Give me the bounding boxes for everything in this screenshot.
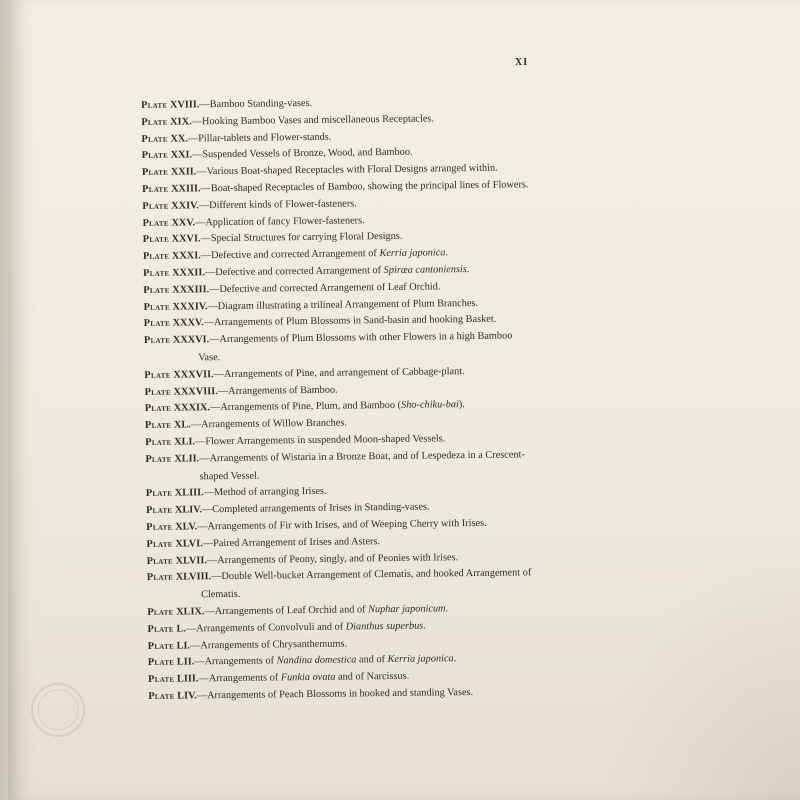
plate-number: XLVIII. — [175, 571, 212, 583]
plate-entry — [147, 565, 597, 605]
plate-label: Plate — [148, 690, 175, 702]
plate-list — [141, 93, 598, 706]
plate-description: —Method of arranging Irises. — [203, 486, 327, 499]
plate-description: —Suspended Vessels of Bronze, Wood, and Bamboo. — [192, 147, 413, 161]
library-stamp-icon — [28, 680, 88, 740]
plate-description: —Pillar-tablets and Flower-stands. — [187, 131, 332, 145]
plate-label: Plate — [145, 487, 173, 500]
plate-description: —Arrangements of Chrysanthemums. — [189, 638, 348, 651]
plate-label: Plate — [147, 640, 175, 652]
plate-number: LII. — [176, 656, 195, 668]
plate-label: Plate — [143, 267, 170, 279]
plate-description-tail: . — [453, 653, 457, 665]
plate-number: XLI. — [174, 436, 196, 448]
plate-number: LI. — [176, 639, 191, 652]
plate-label: Plate — [147, 606, 174, 618]
plate-number: XXXVIII. — [173, 385, 218, 398]
plate-description: —Arrangements of — [198, 672, 281, 685]
plate-label: Plate — [147, 623, 174, 635]
plate-description: —Application of fancy Flower-fasteners. — [194, 214, 365, 228]
plate-description: —Defective and corrected Arrangement of — [200, 248, 380, 262]
plate-label: Plate — [143, 318, 171, 330]
plate-number: XL. — [173, 419, 191, 431]
plate-label: Plate — [145, 504, 173, 517]
plate-number: XXXV. — [172, 317, 204, 329]
plate-label: Plate — [146, 571, 174, 584]
plate-label: Plate — [142, 217, 169, 229]
plate-label: Plate — [143, 301, 170, 313]
plate-number: XXXII. — [171, 267, 206, 279]
plate-label: Plate — [144, 419, 172, 432]
plate-description: —Arrangements of Peony, singly, and of Peonies with Irises. — [206, 551, 459, 566]
plate-species-name: Kerria japonica — [387, 653, 454, 666]
plate-label: Plate — [142, 234, 170, 246]
plate-description: —Arrangements of Bamboo. — [217, 384, 338, 397]
plate-description: —Paired Arrangement of Irises and Asters. — [202, 535, 381, 549]
plate-description: —Arrangements of Plum Blossoms with other Flowers in a high Bamboo — [209, 330, 513, 346]
page-number: XI — [515, 57, 529, 68]
plate-label: Plate — [147, 656, 175, 669]
plate-description: —Various Boat-shaped Receptacles with Floral Designs arranged within. — [196, 162, 498, 178]
plate-number: XXXVI. — [172, 334, 210, 346]
plate-species-name: Nandina domestica — [276, 654, 357, 667]
plate-label: Plate — [146, 555, 174, 567]
plate-description: —Arrangements of Fir with Irises, and of Weeping Cherry with Irises. — [197, 517, 487, 533]
plate-label: Plate — [146, 521, 173, 533]
plate-number: XLV. — [175, 521, 198, 533]
plate-species-name: Spiræa cantoniensis — [383, 264, 467, 277]
plate-number: LIII. — [176, 673, 199, 685]
plate-description: —Boat-shaped Receptacles of Bamboo, showing the principal lines of Flowers. — [200, 179, 529, 195]
plate-number: XLIII. — [174, 487, 204, 499]
plate-description: —Double Well-bucket Arrangement of Clematis, and hooked Arrangement of — [211, 567, 532, 583]
plate-label: Plate — [142, 183, 169, 195]
plate-description: —Arrangements of Pine, Plum, and Bamboo ( — [209, 400, 402, 414]
plate-number: XXI. — [170, 149, 193, 162]
plate-description: —Arrangements of Convolvuli and of — [185, 621, 346, 635]
plate-number: XXIII. — [170, 183, 201, 195]
plate-description-tail: ). — [458, 399, 465, 411]
plate-description: —Arrangements of Peach Blossoms in hooked and standing Vases. — [196, 686, 474, 702]
plate-number: XXII. — [170, 166, 197, 178]
plate-description-tail: . — [445, 603, 449, 615]
plate-description-tail: . — [423, 620, 426, 632]
plate-description: —Arrangements of Wistaria in a Bronze Boat, and of Lespedeza in a Crescent- — [199, 449, 525, 465]
plate-description: —Arrangements of Pine, and arrangement of Cabbage-plant. — [213, 365, 465, 380]
plate-description-continued: Clematis. — [201, 588, 241, 601]
plate-label: Plate — [141, 99, 168, 111]
plate-description: —Hooking Bamboo Vases and miscellaneous Receptacles. — [191, 113, 435, 128]
plate-label: Plate — [143, 284, 170, 296]
plate-number: XXIV. — [171, 200, 199, 212]
plate-number: XVIII. — [169, 99, 200, 111]
plate-description: —Bamboo Standing-vases. — [199, 97, 313, 111]
plate-label: Plate — [148, 673, 175, 686]
plate-description-tail: and of — [356, 654, 388, 666]
plate-label: Plate — [144, 386, 172, 398]
plate-description: —Arrangements of — [194, 655, 277, 668]
plate-label: Plate — [145, 453, 172, 465]
plate-species-name: Sho-chiku-bai — [401, 399, 459, 412]
plate-number: XLIV. — [174, 504, 203, 516]
plate-number: XXVI. — [171, 233, 201, 246]
plate-description: —Different kinds of Flower-fasteners. — [198, 198, 357, 212]
plate-number: L. — [176, 623, 186, 635]
plate-number: LIV. — [177, 690, 197, 702]
plate-description: —Special Structures for carrying Floral Designs. — [200, 231, 403, 245]
plate-description: —Diagram illustrating a trilineal Arrangement of Plum Branches. — [207, 297, 479, 312]
plate-description: —Arrangements of Plum Blossoms in Sand-basin and hooking Basket. — [203, 314, 497, 329]
plate-description-tail: and of Narcissus. — [335, 670, 410, 683]
plate-species-name: Funkia ovata — [280, 671, 336, 684]
plate-number: XLVI. — [175, 537, 203, 550]
plate-label: Plate — [141, 166, 169, 179]
plate-label: Plate — [146, 538, 173, 550]
plate-label: Plate — [142, 250, 170, 263]
plate-entry — [144, 328, 594, 368]
plate-number: XXXIV. — [172, 300, 208, 313]
plate-number: XXXIX. — [173, 402, 211, 414]
plate-description: —Flower Arrangements in suspended Moon-shaped Vessels. — [194, 433, 446, 448]
plate-species-name: Dianthus superbus — [345, 620, 424, 633]
plate-label: Plate — [141, 116, 168, 128]
plate-description: —Defective and corrected Arrangement of — [204, 265, 384, 279]
plate-description-tail: . — [445, 247, 449, 259]
plate-number: XLIX. — [176, 606, 205, 618]
plate-label: Plate — [142, 200, 169, 212]
plate-number: XXXI. — [171, 250, 201, 262]
plate-label: Plate — [144, 369, 171, 381]
plate-label: Plate — [144, 402, 172, 415]
plate-label: Plate — [141, 150, 169, 162]
plate-number: XXXIII. — [172, 283, 210, 296]
plate-description-continued: shaped Vessel. — [199, 470, 260, 482]
plate-label: Plate — [145, 436, 172, 448]
plate-number: XLII. — [174, 453, 200, 465]
plate-label: Plate — [141, 133, 168, 145]
plate-number: XXXVII. — [173, 368, 214, 381]
plate-entry — [145, 446, 595, 486]
plate-species-name: Nuphar japonicum — [367, 603, 446, 616]
plate-number: XLVII. — [175, 554, 208, 567]
plate-number: XX. — [170, 133, 188, 145]
plate-description-continued: Vase. — [198, 352, 221, 364]
plate-description-tail: . — [466, 263, 470, 275]
plate-number: XXV. — [171, 216, 196, 229]
plate-description: —Defective and corrected Arrangement of Leaf Orchid. — [209, 281, 441, 295]
book-page — [8, 0, 800, 800]
plate-number: XIX. — [170, 116, 192, 128]
plate-species-name: Kerria japonica — [379, 247, 446, 260]
plate-description: —Completed arrangements of Irises in Standing-vases. — [201, 501, 430, 516]
plate-description: —Arrangements of Leaf Orchid and of — [204, 604, 369, 618]
plate-label: Plate — [143, 334, 171, 347]
plate-description: —Arrangements of Willow Branches. — [190, 417, 347, 431]
